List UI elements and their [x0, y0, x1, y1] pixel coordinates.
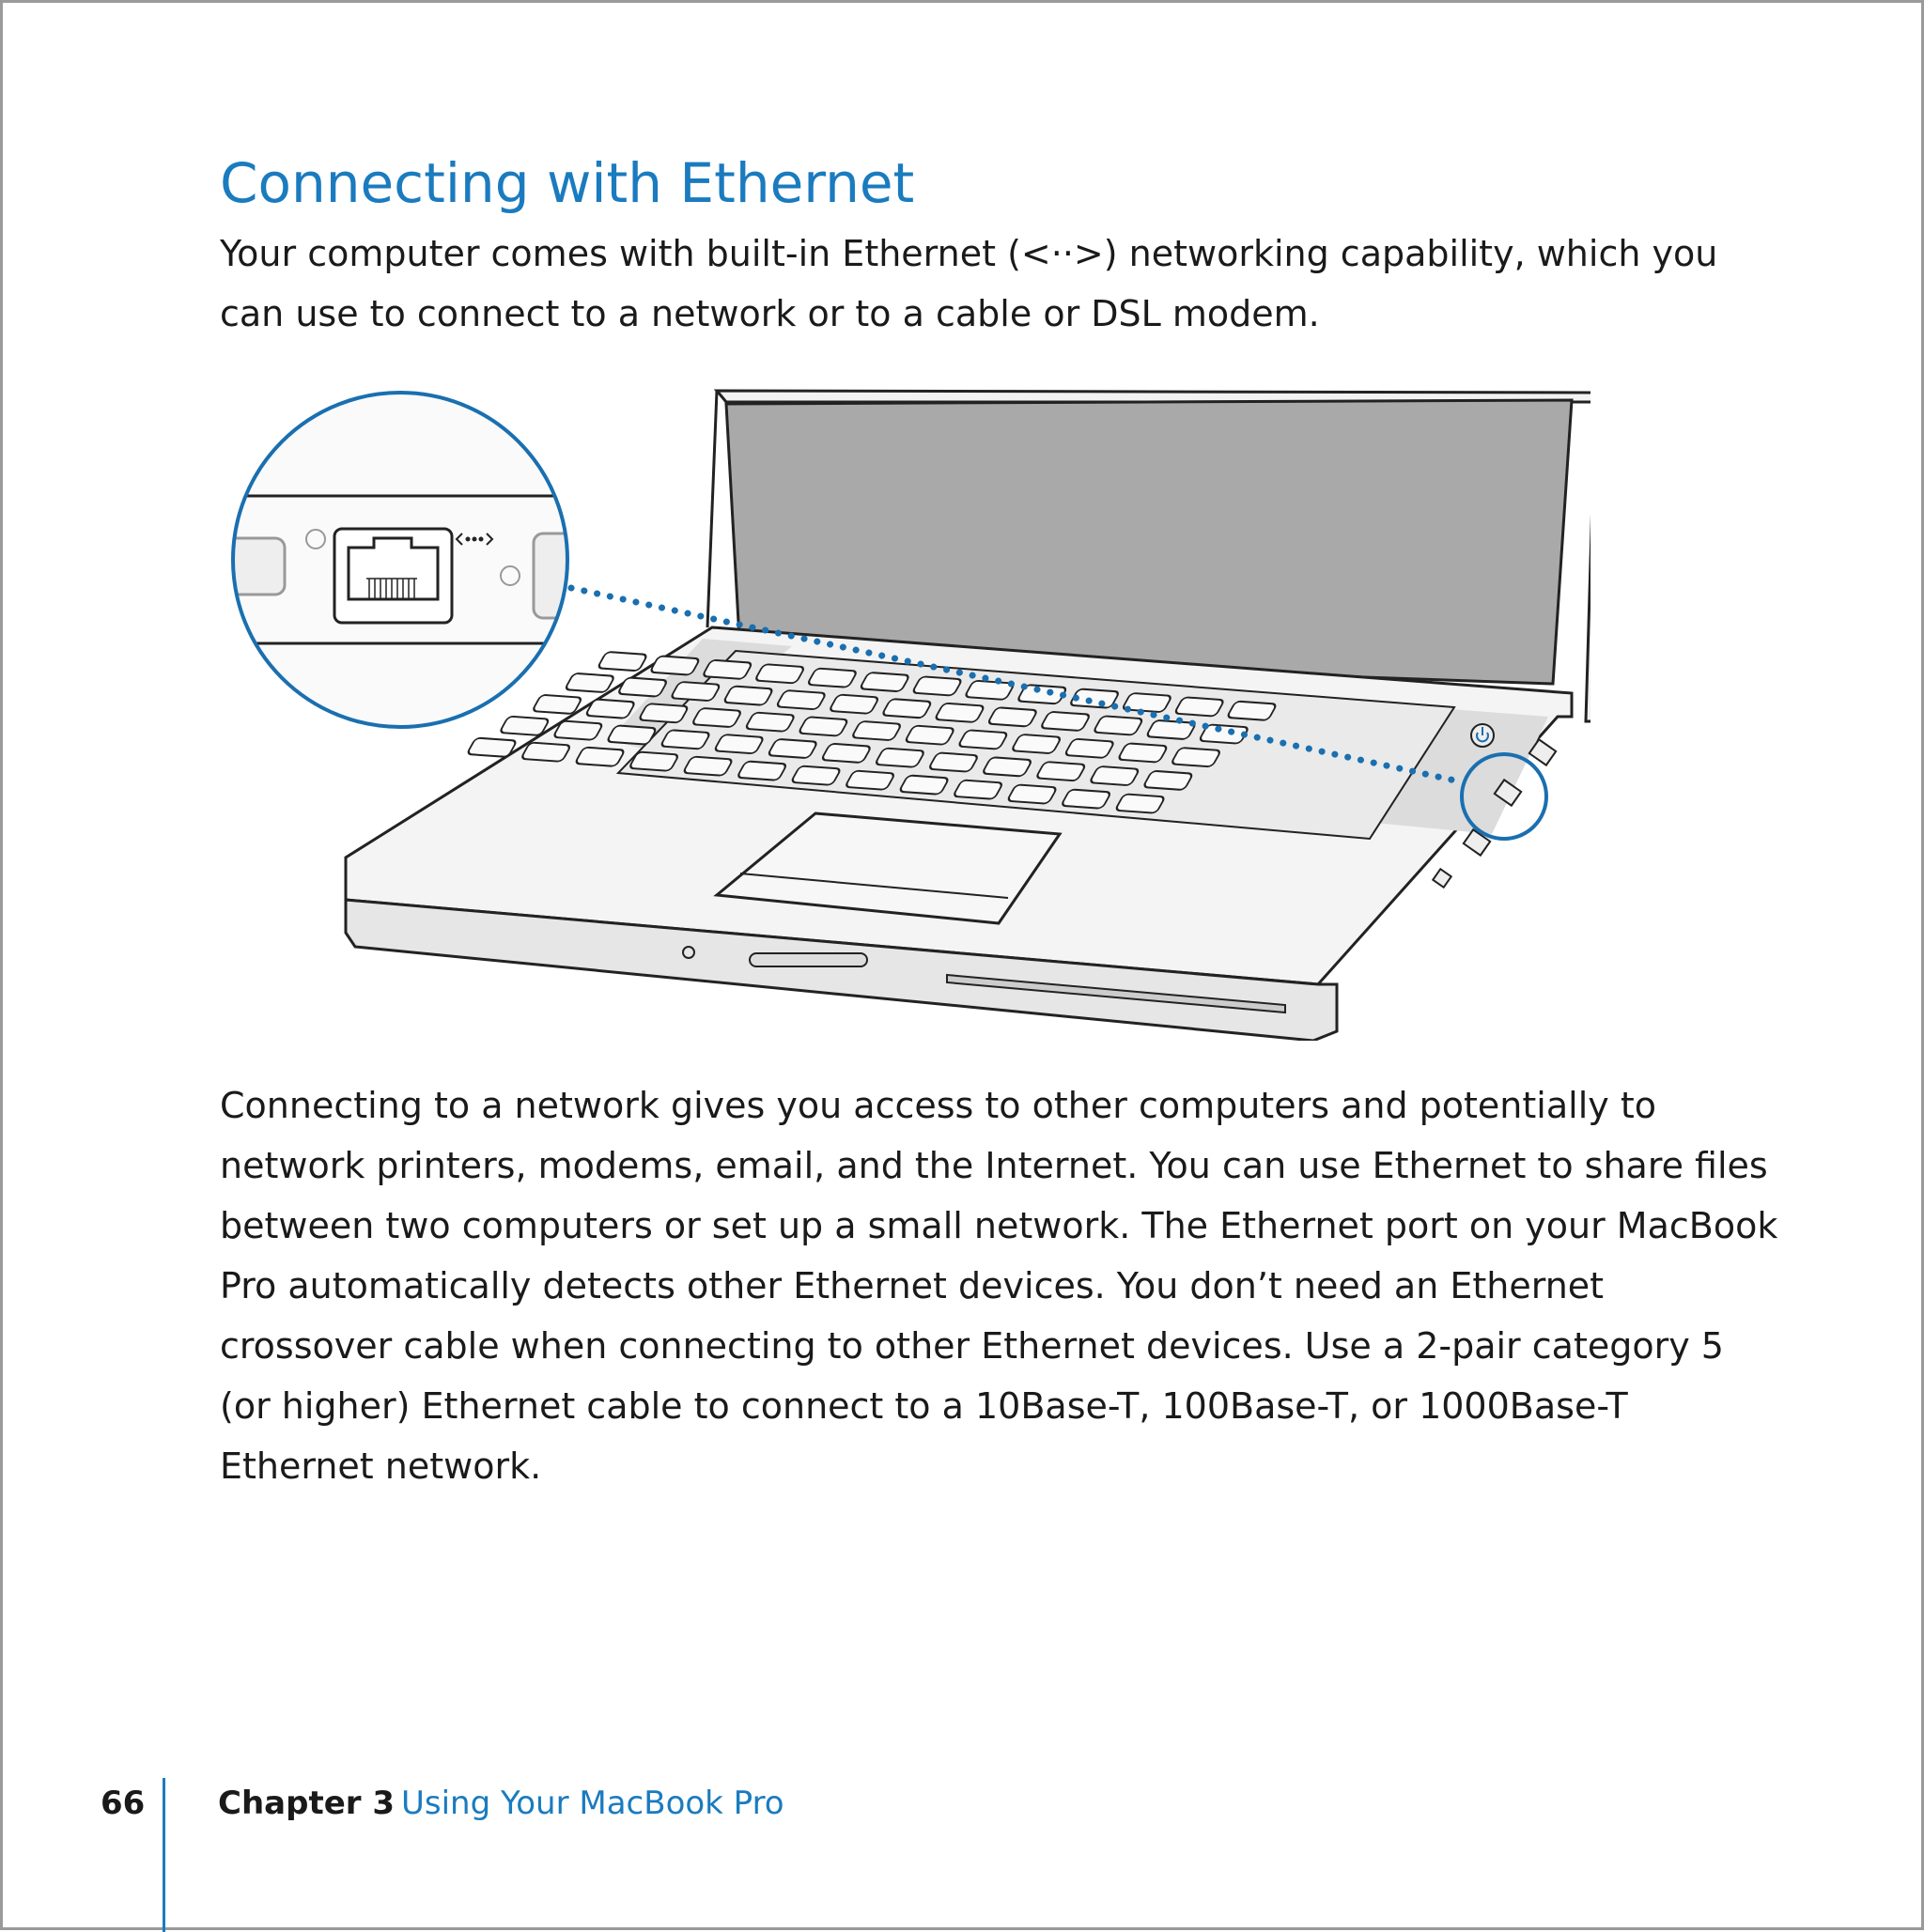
keyboard-key	[745, 712, 796, 731]
keyboard-key	[851, 721, 902, 740]
keyboard-key	[1007, 784, 1058, 803]
keyboard-key	[500, 717, 551, 735]
keyboard-key	[1064, 739, 1115, 758]
power-button-icon	[1471, 724, 1494, 747]
keyboard-key	[1061, 789, 1111, 808]
keyboard-key	[987, 707, 1038, 726]
keyboard-key	[1115, 794, 1166, 812]
keyboard-key	[1090, 766, 1140, 785]
keyboard-key	[565, 673, 615, 692]
macbook-ethernet-illustration	[214, 383, 1590, 1041]
chapter-title: Using Your MacBook Pro	[401, 1785, 784, 1822]
keyboard-key	[467, 738, 518, 757]
keyboard-key	[776, 690, 827, 709]
keyboard-key	[702, 660, 753, 679]
keyboard-key	[768, 739, 818, 758]
keyboard-key	[597, 652, 648, 671]
keyboard-key	[683, 756, 734, 775]
keyboard-key	[1040, 712, 1091, 731]
keyboard-key	[821, 744, 872, 763]
keyboard-key	[845, 770, 895, 789]
keyboard-key	[1011, 734, 1062, 753]
keyboard-key	[953, 780, 1003, 798]
keyboard-key	[829, 694, 879, 713]
keyboard-key	[935, 703, 985, 722]
keyboard-key	[1035, 762, 1086, 781]
keyboard-key	[1174, 697, 1225, 716]
keyboard-key	[754, 664, 805, 683]
keyboard-key	[958, 730, 1009, 749]
ethernet-port-magnifier	[214, 393, 590, 727]
body-paragraph: Connecting to a network gives you access to other computers and potentially to network printers, modems, email, and the Internet. You can use Ethernet to share files between two computers or set up a small network. The Ethernet port on your MacBook Pro automatically detects other Ethernet devices. You don’t need an Ethernet crossover cable when connecting to other Ethernet devices. Use a 2-pair category 5 (or higher) Ethernet cable to connect to a 10Base-T, 100Base-T, or 1000Base-T Ethernet network.	[220, 1085, 1778, 1487]
keyboard-key	[882, 699, 933, 718]
ethernet-port-icon	[334, 529, 452, 623]
keyboard-key	[650, 656, 701, 674]
keyboard-key	[982, 757, 1032, 776]
chapter-label: Chapter 3	[218, 1785, 396, 1822]
keyboard-key	[905, 725, 955, 744]
keyboard-key	[899, 775, 950, 794]
keyboard-key	[575, 748, 626, 766]
keyboard-key	[628, 751, 679, 770]
keyboard-key	[928, 752, 979, 771]
keyboard-key	[691, 708, 742, 727]
keyboard-key	[1143, 771, 1194, 790]
keyboard-key	[860, 672, 910, 691]
keyboard-key	[875, 748, 925, 766]
keyboard-key	[1094, 716, 1144, 734]
keyboard-key	[1118, 743, 1169, 762]
keyboard-key	[807, 668, 858, 687]
keyboard-key	[1171, 748, 1221, 766]
keyboard-key	[965, 681, 1016, 700]
keyboard-key	[737, 761, 787, 780]
keyboard-key	[532, 695, 582, 714]
keyboard-key	[1227, 702, 1278, 720]
keyboard-key	[585, 699, 636, 718]
keyboard-key	[1146, 720, 1197, 739]
keyboard-key	[799, 717, 849, 735]
intro-paragraph: Your computer comes with built-in Ethernet (<··>) networking capability, which you can use to connect to a network or to a cable or DSL modem.	[220, 233, 1718, 334]
keyboard-key	[639, 703, 690, 722]
keyboard-key	[660, 730, 711, 749]
keyboard-key	[723, 686, 774, 704]
page-number: 66	[101, 1785, 146, 1822]
keyboard-key	[617, 677, 668, 696]
keyboard-key	[553, 720, 604, 739]
footer-divider	[163, 1778, 165, 1932]
keyboard-key	[791, 765, 842, 784]
keyboard-key	[520, 742, 571, 761]
keyboard-key	[714, 734, 765, 753]
page-title: Connecting with Ethernet	[220, 151, 915, 215]
keyboard-key	[671, 682, 722, 701]
keyboard-key	[912, 676, 963, 695]
keyboard-key	[607, 725, 658, 744]
